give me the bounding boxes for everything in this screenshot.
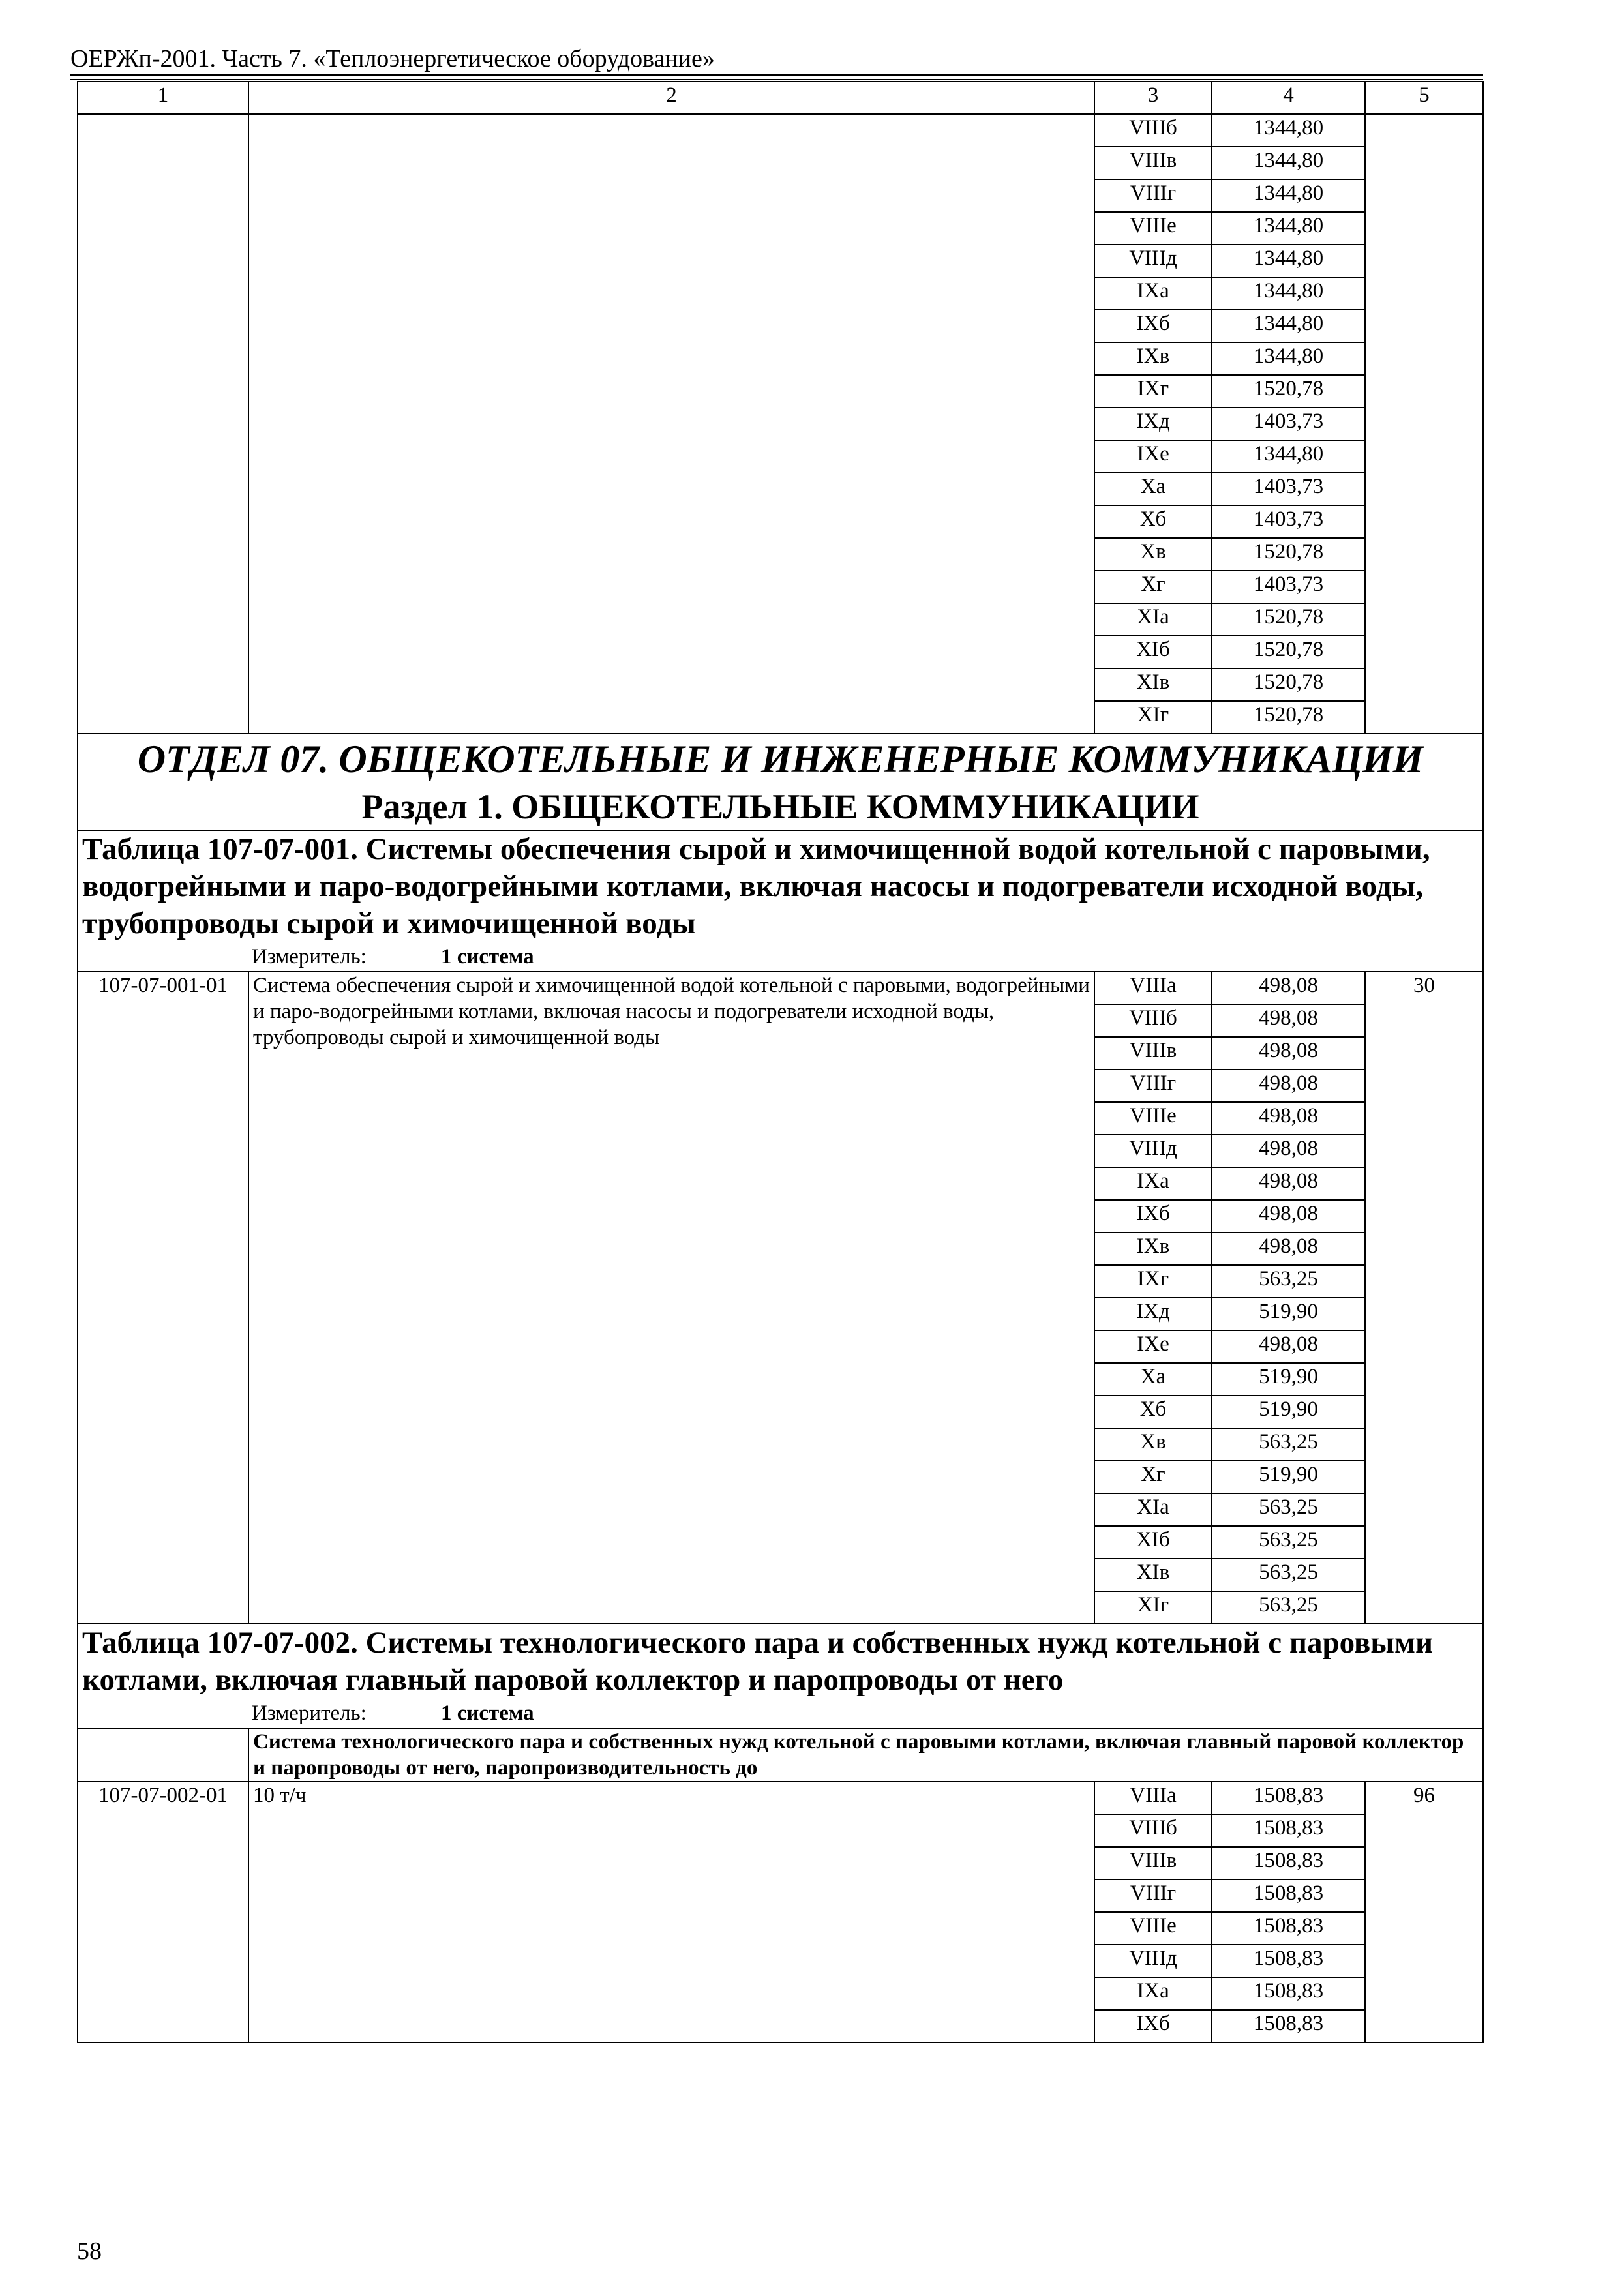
zone-cell: VIIIе [1094, 212, 1212, 245]
cost-cell: 1520,78 [1212, 603, 1365, 636]
zone-cell: VIIIв [1094, 1037, 1212, 1070]
cost-cell: 1520,78 [1212, 668, 1365, 701]
column-number: 2 [248, 82, 1094, 114]
zone-cell: Xв [1094, 538, 1212, 571]
zone-cell: XIв [1094, 668, 1212, 701]
price-table [77, 81, 1484, 2043]
table-row [78, 1782, 1483, 1814]
zone-cell: Xа [1094, 1363, 1212, 1396]
table-row [78, 972, 1483, 1004]
zone-cell: Xа [1094, 473, 1212, 505]
department-row [78, 734, 1483, 830]
code-cell: 107-07-001-01 [78, 972, 248, 1624]
measure-line [82, 1699, 1479, 1728]
cost-cell: 498,08 [1212, 1233, 1365, 1265]
group-description-row [78, 1728, 1483, 1782]
cost-cell: 1344,80 [1212, 212, 1365, 245]
cost-cell: 498,08 [1212, 1330, 1365, 1363]
department-heading [78, 734, 1483, 830]
section-title: Раздел 1. ОБЩЕКОТЕЛЬНЫЕ КОММУНИКАЦИИ [361, 787, 1199, 826]
cost-cell: 1403,73 [1212, 408, 1365, 440]
description-cell: 10 т/ч [248, 1782, 1094, 2042]
cost-cell: 1344,80 [1212, 179, 1365, 212]
zone-cell: XIг [1094, 1591, 1212, 1624]
cost-cell: 1520,78 [1212, 375, 1365, 408]
cost-cell: 1508,83 [1212, 1782, 1365, 1814]
column-number: 1 [78, 82, 248, 114]
measure-value: 1 система [441, 945, 534, 968]
table-heading [78, 830, 1483, 972]
cost-cell: 498,08 [1212, 972, 1365, 1004]
cost-cell: 1508,83 [1212, 1879, 1365, 1912]
cost-cell: 1520,78 [1212, 636, 1365, 668]
zone-cell: VIIIб [1094, 1004, 1212, 1037]
column-number-row [78, 82, 1483, 114]
cost-cell: 1508,83 [1212, 1977, 1365, 2010]
cost-cell: 1403,73 [1212, 571, 1365, 603]
zone-cell: Xб [1094, 505, 1212, 538]
cost-cell: 1508,83 [1212, 2010, 1365, 2042]
column-number: 4 [1212, 82, 1365, 114]
cost-cell: 563,25 [1212, 1591, 1365, 1624]
zone-cell: VIIIе [1094, 1912, 1212, 1945]
zone-cell: IXб [1094, 310, 1212, 342]
code-cell: 107-07-002-01 [78, 1782, 248, 2042]
labor-cell: 96 [1365, 1782, 1483, 2042]
cost-cell: 1508,83 [1212, 1945, 1365, 1977]
cost-cell: 519,90 [1212, 1396, 1365, 1428]
cost-cell: 1344,80 [1212, 245, 1365, 277]
code-cell [78, 114, 248, 734]
zone-cell: VIIIа [1094, 1782, 1212, 1814]
cost-cell: 1403,73 [1212, 473, 1365, 505]
header-rule [70, 79, 1483, 80]
cost-cell: 519,90 [1212, 1461, 1365, 1493]
table-row [78, 114, 1483, 147]
measure-line [82, 942, 1479, 971]
zone-cell: VIIIг [1094, 1879, 1212, 1912]
cost-cell: 1344,80 [1212, 114, 1365, 147]
cost-cell: 498,08 [1212, 1070, 1365, 1102]
zone-cell: VIIIа [1094, 972, 1212, 1004]
zone-cell: IXе [1094, 440, 1212, 473]
zone-cell: IXб [1094, 2010, 1212, 2042]
empty-cell [78, 1728, 248, 1782]
header-rule [70, 74, 1483, 76]
table-heading-row [78, 830, 1483, 972]
cost-cell: 498,08 [1212, 1200, 1365, 1233]
zone-cell: IXе [1094, 1330, 1212, 1363]
cost-cell: 1344,80 [1212, 310, 1365, 342]
cost-cell: 498,08 [1212, 1135, 1365, 1167]
cost-cell: 1344,80 [1212, 277, 1365, 310]
zone-cell: IXв [1094, 342, 1212, 375]
department-title: ОТДЕЛ 07. ОБЩЕКОТЕЛЬНЫЕ И ИНЖЕНЕРНЫЕ КОММУНИКАЦИИ [137, 738, 1424, 781]
zone-cell: VIIIв [1094, 1847, 1212, 1879]
cost-cell: 498,08 [1212, 1037, 1365, 1070]
cost-cell: 563,25 [1212, 1526, 1365, 1559]
cost-cell: 498,08 [1212, 1004, 1365, 1037]
zone-cell: VIIIг [1094, 1070, 1212, 1102]
zone-cell: IXб [1094, 1200, 1212, 1233]
zone-cell: Xг [1094, 1461, 1212, 1493]
description-cell [248, 114, 1094, 734]
price-table-body [78, 82, 1483, 2042]
measure-label: Измеритель: [252, 945, 367, 968]
cost-cell: 1520,78 [1212, 701, 1365, 734]
group-description: Система технологического пара и собственных нужд котельной с паровыми котлами, включая главный паровой коллектор и паропроводы от него, паропроизводительность до [248, 1728, 1483, 1782]
table-heading-row [78, 1624, 1483, 1728]
zone-cell: IXд [1094, 408, 1212, 440]
description-cell: Система обеспечения сырой и химочищенной водой котельной с паровыми, водогрейными и паро-водогрейными котлами, включая насосы и подогреватели исходной воды, трубопроводы сырой и химочищенной воды [248, 972, 1094, 1624]
cost-cell: 498,08 [1212, 1102, 1365, 1135]
zone-cell: IXв [1094, 1233, 1212, 1265]
zone-cell: XIб [1094, 636, 1212, 668]
table-heading [78, 1624, 1483, 1728]
zone-cell: VIIIв [1094, 147, 1212, 179]
labor-cell [1365, 114, 1483, 734]
cost-cell: 519,90 [1212, 1363, 1365, 1396]
zone-cell: XIг [1094, 701, 1212, 734]
cost-cell: 498,08 [1212, 1167, 1365, 1200]
zone-cell: VIIIб [1094, 1814, 1212, 1847]
zone-cell: IXг [1094, 1265, 1212, 1298]
labor-cell: 30 [1365, 972, 1483, 1624]
cost-cell: 1508,83 [1212, 1912, 1365, 1945]
measure-value: 1 система [441, 1701, 534, 1725]
zone-cell: VIIIе [1094, 1102, 1212, 1135]
cost-cell: 1344,80 [1212, 342, 1365, 375]
cost-cell: 563,25 [1212, 1428, 1365, 1461]
zone-cell: IXа [1094, 1977, 1212, 2010]
zone-cell: VIIIд [1094, 1135, 1212, 1167]
zone-cell: VIIIб [1094, 114, 1212, 147]
zone-cell: Xв [1094, 1428, 1212, 1461]
cost-cell: 563,25 [1212, 1493, 1365, 1526]
cost-cell: 1344,80 [1212, 440, 1365, 473]
cost-cell: 1344,80 [1212, 147, 1365, 179]
zone-cell: IXа [1094, 277, 1212, 310]
zone-cell: XIа [1094, 1493, 1212, 1526]
zone-cell: VIIIд [1094, 1945, 1212, 1977]
page-header: ОЕРЖп-2001. Часть 7. «Теплоэнергетическое оборудование» [70, 45, 715, 72]
zone-cell: XIб [1094, 1526, 1212, 1559]
cost-cell: 563,25 [1212, 1265, 1365, 1298]
zone-cell: IXд [1094, 1298, 1212, 1330]
page-number: 58 [77, 2237, 102, 2265]
zone-cell: XIа [1094, 603, 1212, 636]
cost-cell: 1508,83 [1212, 1814, 1365, 1847]
zone-cell: VIIIг [1094, 179, 1212, 212]
cost-cell: 519,90 [1212, 1298, 1365, 1330]
column-number: 3 [1094, 82, 1212, 114]
cost-cell: 563,25 [1212, 1559, 1365, 1591]
cost-cell: 1508,83 [1212, 1847, 1365, 1879]
measure-label: Измеритель: [252, 1701, 367, 1725]
zone-cell: XIв [1094, 1559, 1212, 1591]
zone-cell: VIIIд [1094, 245, 1212, 277]
zone-cell: Xб [1094, 1396, 1212, 1428]
column-number: 5 [1365, 82, 1483, 114]
cost-cell: 1403,73 [1212, 505, 1365, 538]
zone-cell: Xг [1094, 571, 1212, 603]
table-title: Таблица 107-07-002. Системы технологического пара и собственных нужд котельной с паровыми котлами, включая главный паровой коллектор и паропроводы от него [82, 1626, 1434, 1697]
zone-cell: IXа [1094, 1167, 1212, 1200]
cost-cell: 1520,78 [1212, 538, 1365, 571]
zone-cell: IXг [1094, 375, 1212, 408]
table-title: Таблица 107-07-001. Системы обеспечения сырой и химочищенной водой котельной с паровыми, водогрейными и паро-водогрейными котлами, включая насосы и подогреватели исходной воды, трубопроводы сырой и химочищенной воды [82, 832, 1430, 940]
